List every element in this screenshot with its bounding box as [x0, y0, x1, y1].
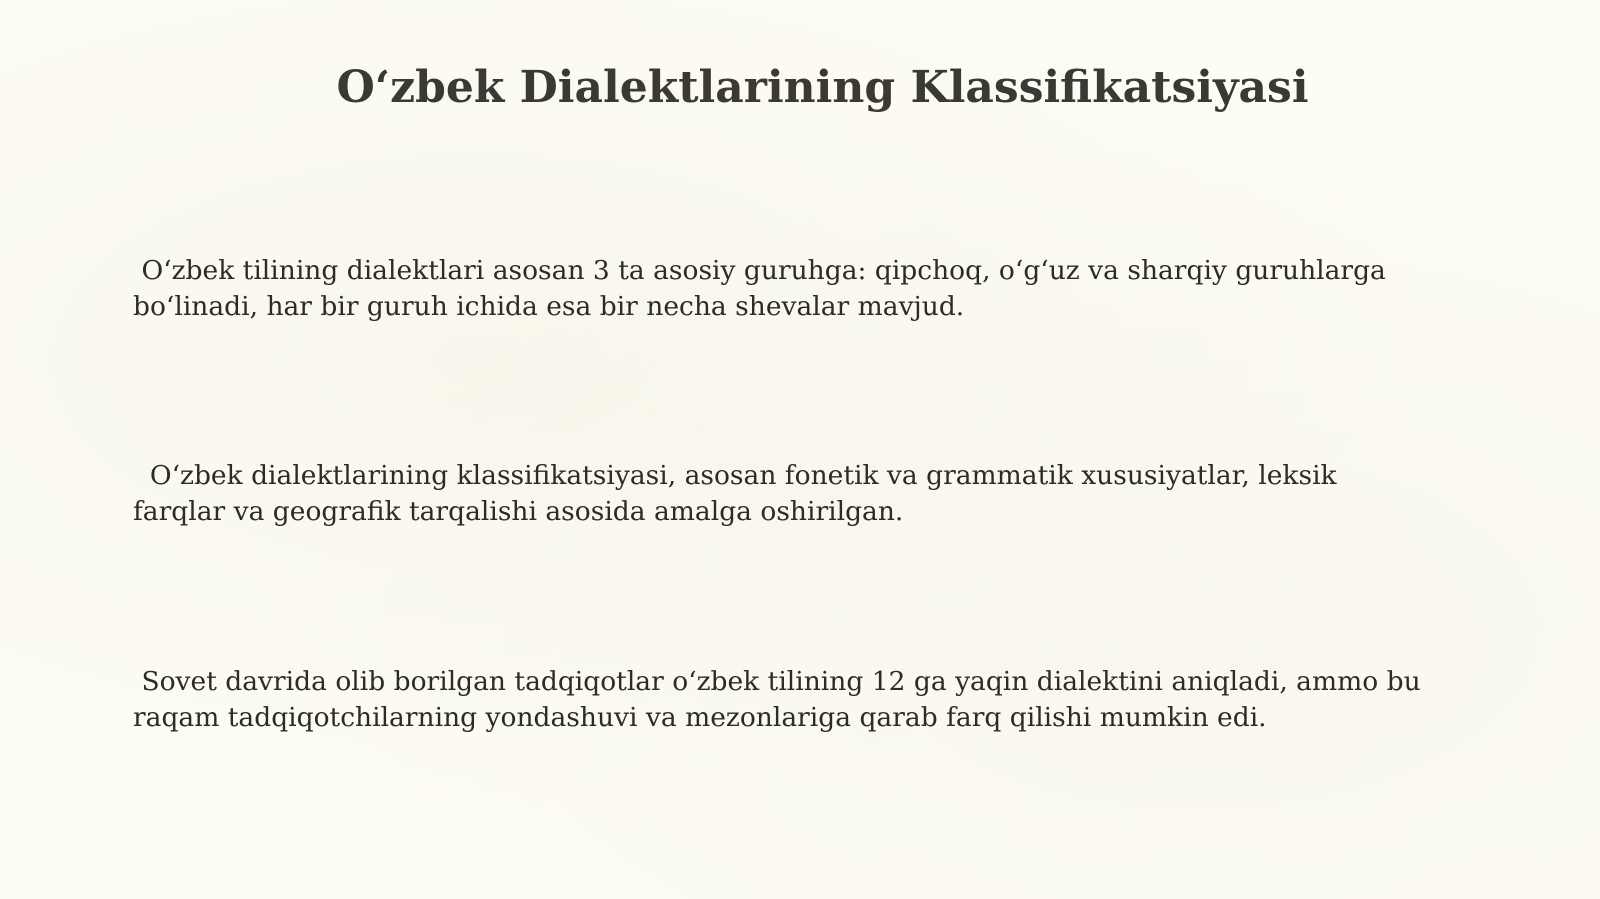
paragraph-classification-basis	[133, 458, 1533, 530]
paragraph-line: O‘zbek tilining dialektlari asosan 3 ta asosiy guruhga: qipchoq, o‘g‘uz va sharqiy guruhlarga	[133, 255, 1386, 286]
paragraph-line: farqlar va geografik tarqalishi asosida amalga oshirilgan.	[133, 496, 904, 527]
paragraph-line: raqam tadqiqotchilarning yondashuvi va mezonlariga qarab farq qilishi mumkin edi.	[133, 702, 1267, 733]
paragraph-line: bo‘linadi, har bir guruh ichida esa bir necha shevalar mavjud.	[133, 291, 965, 322]
paragraph-dialect-groups	[133, 253, 1533, 325]
paragraph-line: O‘zbek dialektlarining klassifikatsiyasi, asosan fonetik va grammatik xususiyatlar, leksik	[133, 460, 1337, 491]
paragraph-line: Sovet davrida olib borilgan tadqiqotlar o‘zbek tilining 12 ga yaqin dialektini aniqladi, ammo bu	[133, 666, 1421, 697]
paragraph-soviet-research	[133, 664, 1533, 736]
slide-title: O‘zbek Dialektlarining Klassifikatsiyasi	[336, 62, 1309, 113]
